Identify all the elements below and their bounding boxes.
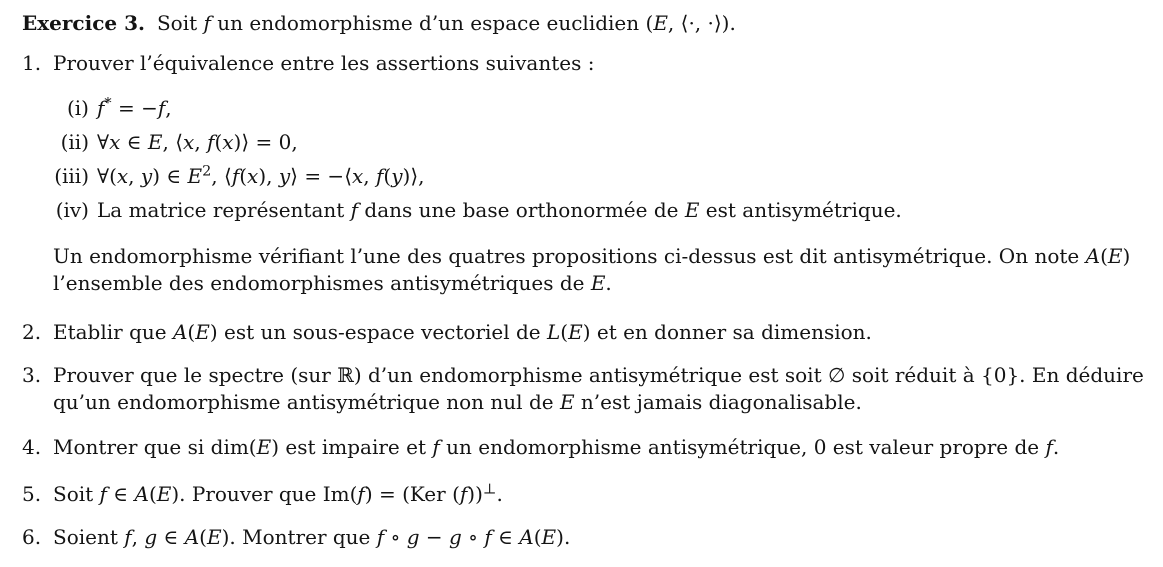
item-text: Montrer que si dim(E) est impaire et f un endomorphisme antisymétrique, 0 est valeur propre de f. <box>53 435 1060 459</box>
exercise-title-text: Soit f un endomorphisme d’un espace euclidien (E, ⟨·, ·⟩). <box>156 11 736 35</box>
assertion-text: ∀(x, y) ∈ $E^2$, ⟨f(x), y⟩ = −⟨x, f(y)⟩, <box>97 163 425 188</box>
item-text: Soient f, g ∈ A(E). Montrer que f ∘ g − g ∘ f ∈ A(E). <box>53 525 571 549</box>
item-number: 6. <box>22 525 42 549</box>
assertion-text: f* = −f, <box>97 95 172 120</box>
assertion-item <box>53 91 1143 125</box>
exercise-item <box>22 319 1143 346</box>
assertion-label: (ii) <box>60 130 89 154</box>
exercise-title-label: Exercice 3. <box>22 11 145 35</box>
exercise-item <box>22 362 1143 416</box>
assertion-text: La matrice représentant f dans une base orthonormée de E est antisymétrique. <box>97 198 902 222</box>
item-text: Prouver l’équivalence entre les assertions suivantes : <box>53 51 595 75</box>
item-body <box>53 319 1143 346</box>
assertion-text: ∀x ∈ E, ⟨x, f(x)⟩ = 0, <box>97 130 298 154</box>
item-body <box>53 50 1143 297</box>
exercise-item <box>22 524 1143 551</box>
assertion-item <box>53 193 1143 227</box>
assertion-list <box>53 91 1143 227</box>
assertion-label: (i) <box>66 96 89 120</box>
exercise-item-list <box>22 50 1143 551</box>
exercise-item <box>22 481 1143 508</box>
assertion-label: (iv) <box>55 198 89 222</box>
item-text: Prouver que le spectre (sur ℝ) d’un endomorphisme antisymétrique est soit ∅ soit réduit à {0}. En déduire qu’un endomorphisme antisymétrique non nul de E n’est jamais diagonalisable. <box>53 363 1144 414</box>
item-number: 4. <box>22 435 42 459</box>
item-body <box>53 481 1143 508</box>
item-number: 2. <box>22 320 42 344</box>
assertion-label: (iii) <box>54 164 89 188</box>
item-text: Soit f ∈ A(E). Prouver que Im(f) = (Ker (f))⊥. <box>53 481 503 506</box>
exercise-item <box>22 434 1143 461</box>
item-number: 5. <box>22 482 42 506</box>
assertion-item <box>53 125 1143 159</box>
item-body <box>53 524 1143 551</box>
item-number: 3. <box>22 363 42 387</box>
assertion-item <box>53 159 1143 193</box>
exercise-title <box>22 8 1143 38</box>
item-note: Un endomorphisme vérifiant l’une des quatres propositions ci-dessus est dit antisymétrique. On note A(E) l’ensemble des endomorphismes antisymétriques de E. <box>53 244 1131 295</box>
item-body <box>53 434 1143 461</box>
item-text: Etablir que A(E) est un sous-espace vectoriel de L(E) et en donner sa dimension. <box>53 320 872 344</box>
item-number: 1. <box>22 51 42 75</box>
item-body <box>53 362 1143 416</box>
exercise-item <box>22 50 1143 297</box>
